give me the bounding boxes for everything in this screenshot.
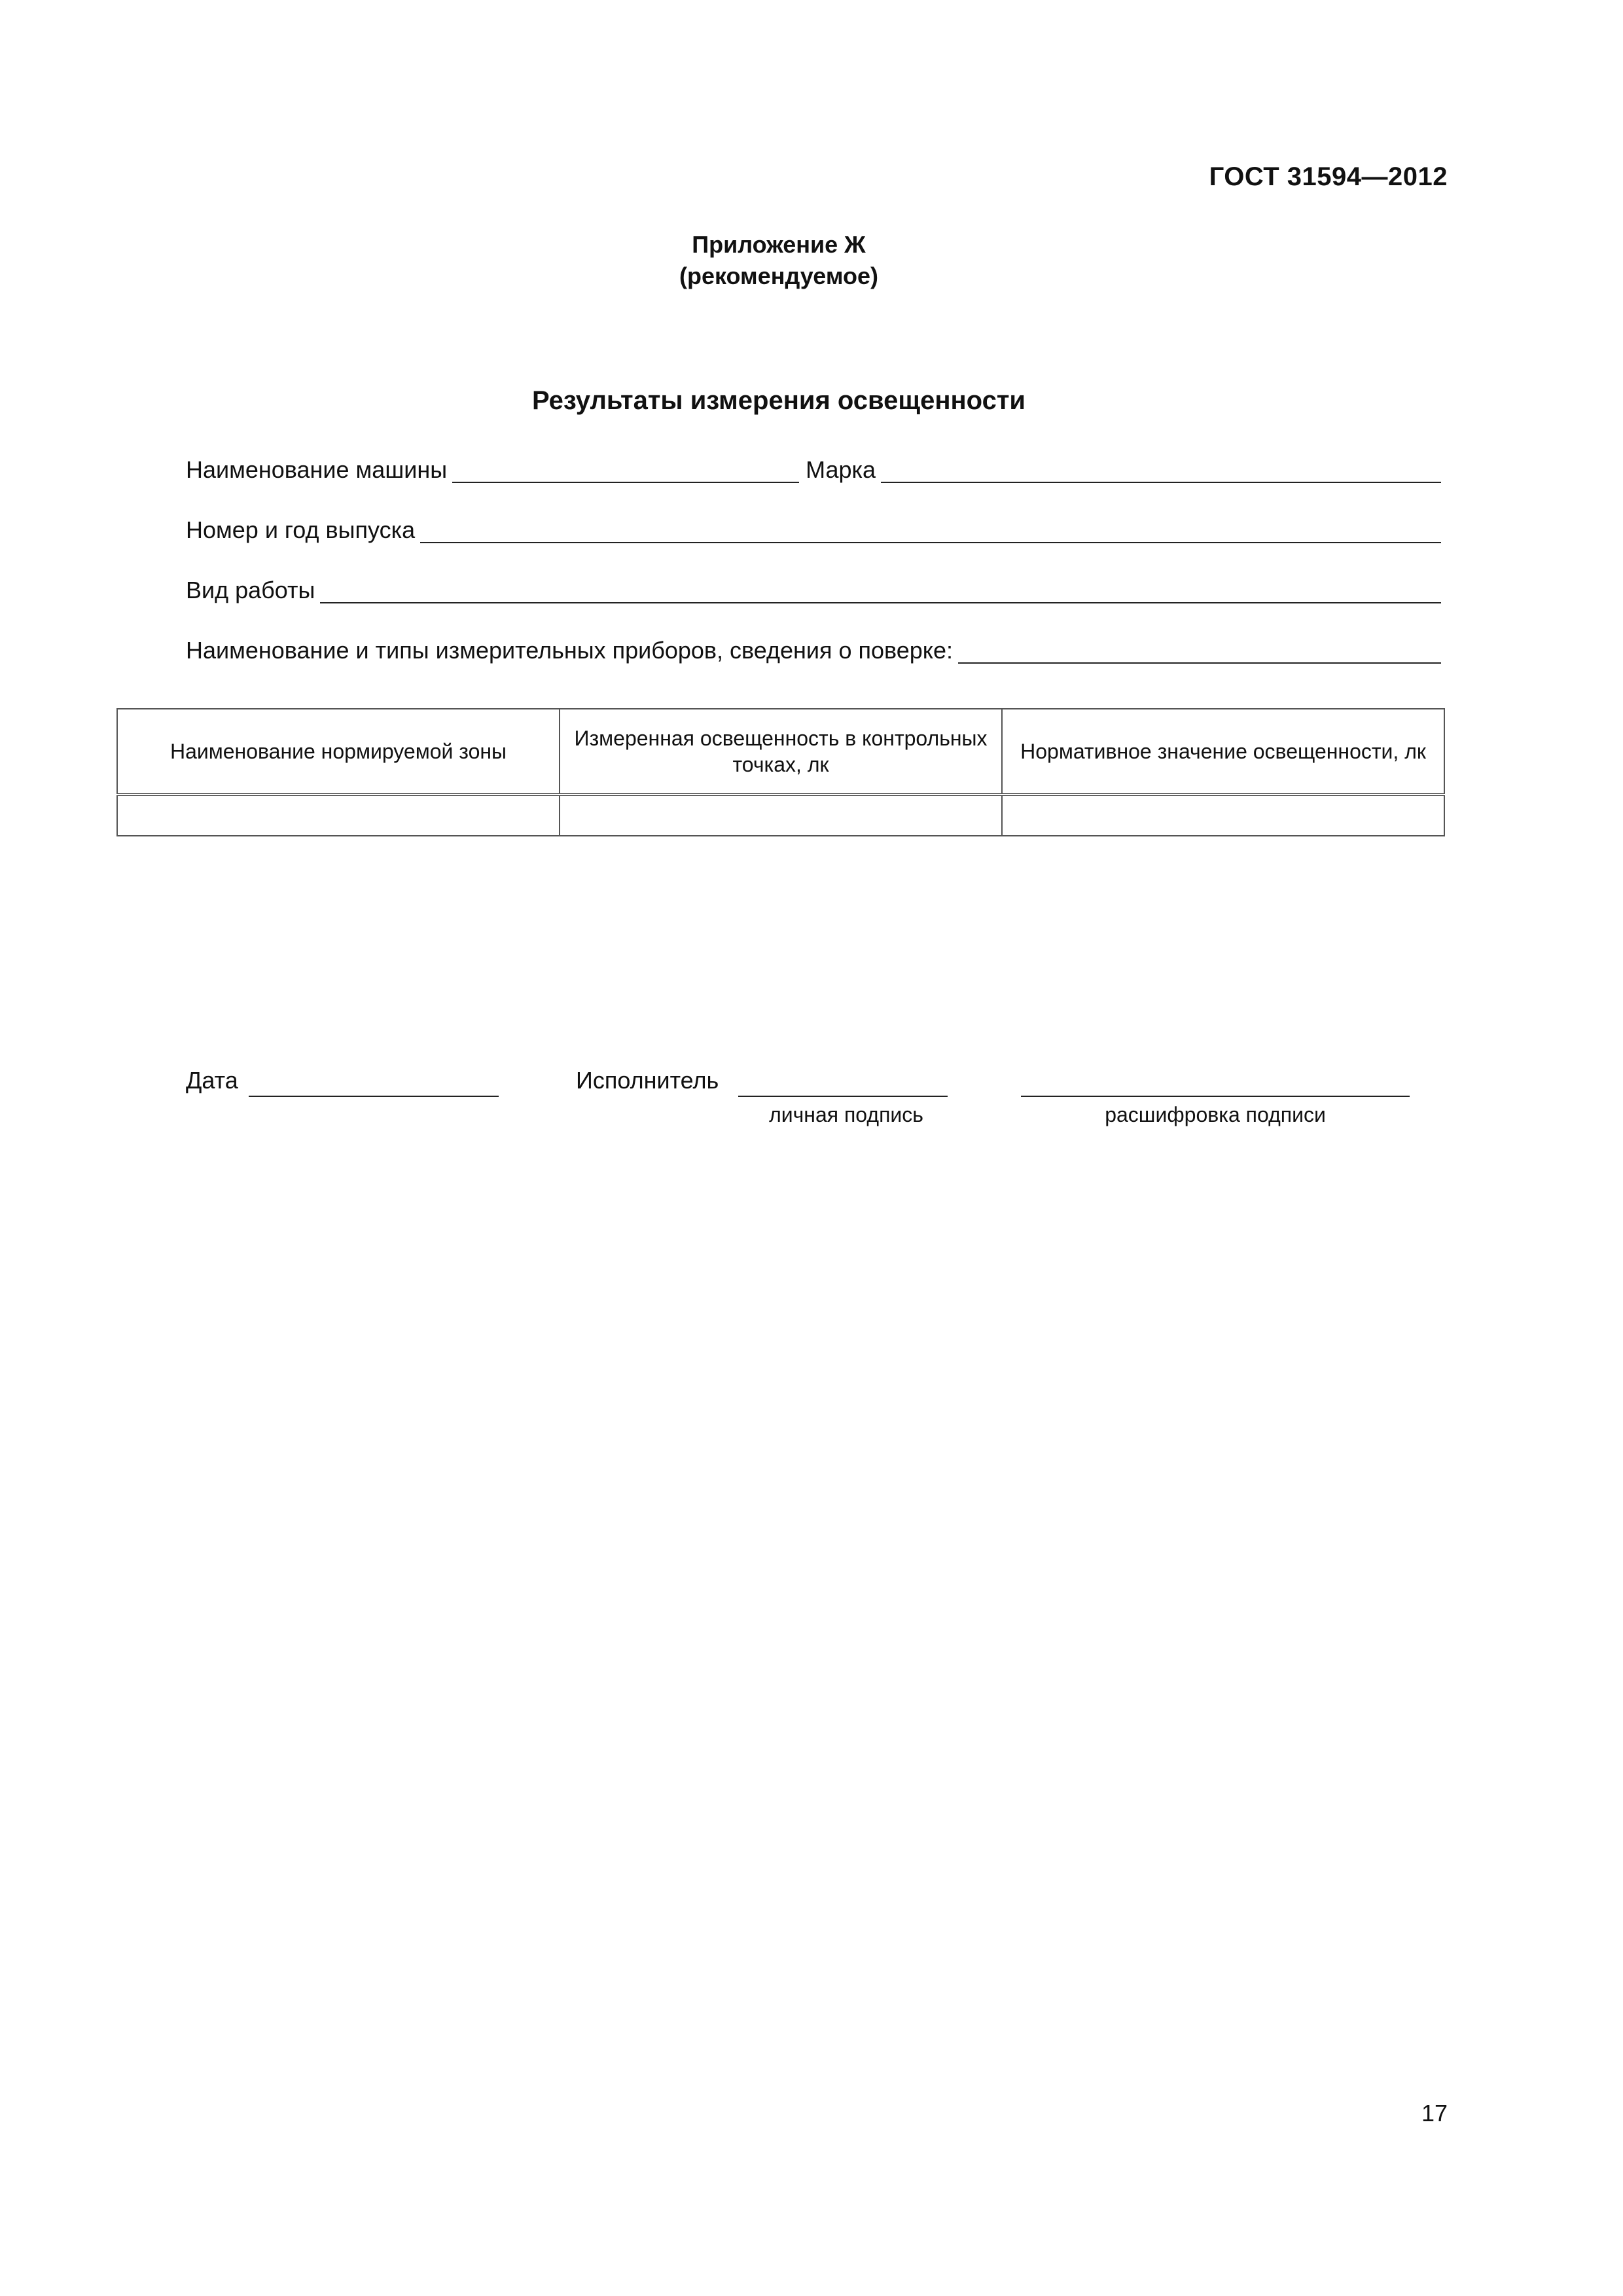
cell-measured[interactable]: [560, 795, 1002, 836]
performer-label: Исполнитель: [576, 1067, 719, 1094]
signature-decoding-field[interactable]: [1021, 1094, 1410, 1097]
instruments-row: [186, 632, 1441, 664]
machine-name-field[interactable]: [452, 459, 799, 483]
document-code: ГОСТ 31594—2012: [1209, 162, 1448, 191]
work-type-row: [186, 572, 1441, 603]
appendix-title: Приложение Ж: [692, 231, 866, 258]
instruments-field[interactable]: [958, 640, 1441, 664]
measurement-table: [116, 708, 1445, 836]
number-year-label: Номер и год выпуска: [186, 516, 416, 543]
appendix-heading: [0, 229, 1558, 292]
date-field[interactable]: [249, 1094, 499, 1097]
form-title: Результаты измерения освещенности: [531, 386, 1026, 415]
page-number: 17: [1421, 2100, 1448, 2126]
instruments-label: Наименование и типы измерительных приборов, сведения о поверке:: [186, 637, 953, 664]
personal-signature-field[interactable]: [738, 1094, 948, 1097]
header-measured: Измеренная освещенность в контрольных точках, лк: [560, 709, 1002, 795]
header-zone: Наименование нормируемой зоны: [117, 709, 560, 795]
signature-decoding-caption: расшифровка подписи: [1105, 1103, 1326, 1126]
header-normative: Нормативное значение освещенности, лк: [1002, 709, 1444, 795]
date-label: Дата: [186, 1067, 238, 1094]
table-header-row: [117, 709, 1444, 795]
cell-zone[interactable]: [117, 795, 560, 836]
number-year-field[interactable]: [420, 520, 1441, 543]
table-row: [117, 795, 1444, 836]
machine-row: [186, 452, 1441, 483]
cell-normative[interactable]: [1002, 795, 1444, 836]
personal-signature-caption: личная подпись: [769, 1103, 923, 1126]
brand-field[interactable]: [881, 459, 1441, 483]
machine-name-label: Наименование машины: [186, 456, 448, 483]
number-year-row: [186, 512, 1441, 543]
work-type-field[interactable]: [320, 580, 1441, 603]
appendix-status: (рекомендуемое): [679, 262, 878, 289]
work-type-label: Вид работы: [186, 577, 315, 603]
brand-label: Марка: [806, 456, 876, 483]
